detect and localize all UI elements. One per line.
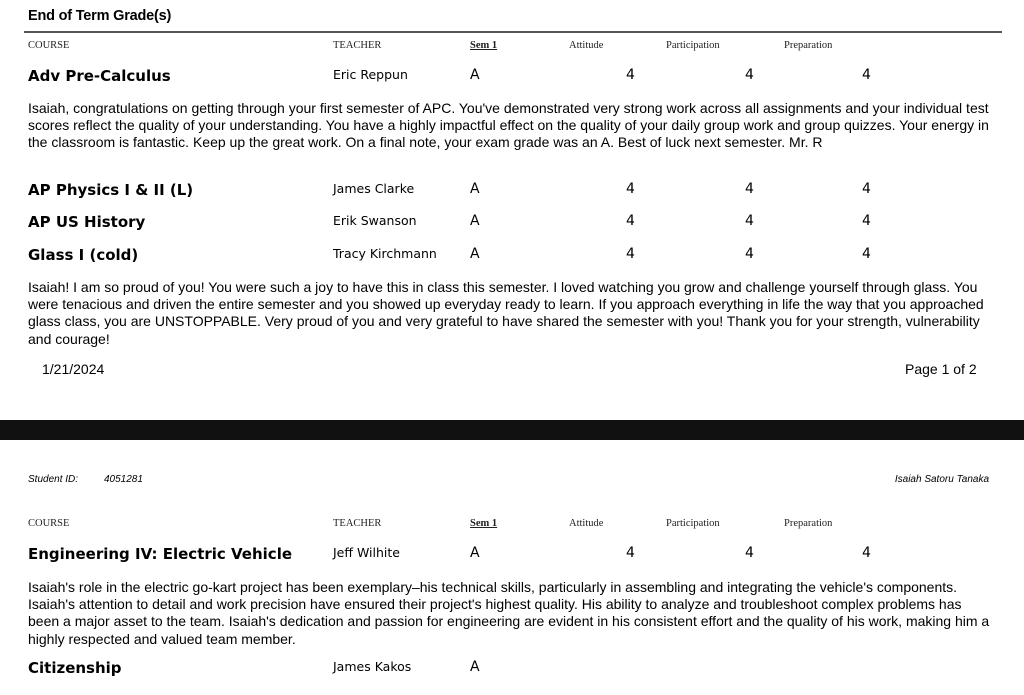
preparation-score: 4: [862, 181, 871, 197]
header-teacher: TEACHER: [333, 40, 382, 51]
preparation-score: 4: [862, 246, 871, 262]
sem1-grade: A: [470, 67, 480, 83]
preparation-score: 4: [862, 545, 871, 561]
header-attitude: Attitude: [569, 40, 604, 51]
teacher-comment: Isaiah! I am so proud of you! You were such a joy to have this in class this semester. I loved watching you grow and challenge yourself through glass. You were tenacious and driven the entire semester and you showed up everyday ready to learn. If you approach everything in life the way that you approached glass class, you are UNSTOPPABLE. Very proud of you and very grateful to have shared the semester with you! Thank you for your strength, vulnerability and courage!: [28, 279, 984, 347]
preparation-score: 4: [862, 67, 871, 83]
teacher-comment: Isaiah, congratulations on getting through your first semester of APC. You've demonstrated very strong work across all assignments and your individual test scores reflect the quality of your understanding. You have a highly impactful effect on the quality of your daily group work and group quizzes. Your energy in the classroom is fantastic. Keep up the great work. On a final note, your exam grade was an A. Best of luck next semester. Mr. R: [28, 100, 989, 151]
header-course: COURSE: [28, 518, 70, 529]
teacher-name: Erik Swanson: [333, 213, 417, 228]
student-id-label: Student ID:: [28, 474, 79, 485]
attitude-score: 4: [626, 67, 635, 83]
course-name: AP Physics I & II (L): [28, 181, 194, 199]
sem1-grade: A: [470, 181, 480, 197]
teacher-name: Tracy Kirchmann: [333, 246, 437, 261]
header-sem1: Sem 1: [470, 518, 498, 529]
student-id-value: 4051281: [104, 474, 143, 485]
header-sem1: Sem 1: [470, 40, 498, 51]
footer-date: 1/21/2024: [42, 361, 105, 377]
teacher-name: Eric Reppun: [333, 67, 408, 82]
header-participation: Participation: [666, 518, 720, 529]
section-title: End of Term Grade(s): [28, 8, 172, 24]
participation-score: 4: [745, 246, 754, 262]
preparation-score: 4: [862, 213, 871, 229]
course-name: Citizenship: [28, 659, 122, 677]
footer-page-number: Page 1 of 2: [905, 361, 977, 377]
participation-score: 4: [745, 181, 754, 197]
teacher-name: Jeff Wilhite: [333, 545, 400, 560]
course-name: Adv Pre-Calculus: [28, 67, 171, 85]
sem1-grade: A: [470, 246, 480, 262]
sem1-grade: A: [470, 213, 480, 229]
student-name: Isaiah Satoru Tanaka: [894, 474, 989, 485]
course-name: AP US History: [28, 213, 146, 231]
page-break-band: [0, 420, 1024, 440]
header-preparation: Preparation: [784, 40, 833, 51]
participation-score: 4: [745, 67, 754, 83]
participation-score: 4: [745, 545, 754, 561]
attitude-score: 4: [626, 246, 635, 262]
teacher-comment: Isaiah's role in the electric go-kart project has been exemplary–his technical skills, particularly in assembling and integrating the vehicle's components. Isaiah's attention to detail and work precision have ensured their project's highest quality. His ability to analyze and troubleshoot complex problems has been a major asset to the team. Isaiah's dedication and passion for engineering are evident in his consistent effort and the quality of his work, making him a highly respected and valued team member.: [28, 579, 990, 647]
attitude-score: 4: [626, 213, 635, 229]
sem1-grade: A: [470, 659, 480, 675]
header-attitude: Attitude: [569, 518, 604, 529]
participation-score: 4: [745, 213, 754, 229]
header-teacher: TEACHER: [333, 518, 382, 529]
header-course: COURSE: [28, 40, 70, 51]
course-name: Glass I (cold): [28, 246, 139, 264]
header-rule: [24, 31, 1002, 33]
attitude-score: 4: [626, 545, 635, 561]
attitude-score: 4: [626, 181, 635, 197]
teacher-name: James Kakos: [333, 659, 412, 674]
sem1-grade: A: [470, 545, 480, 561]
course-name: Engineering IV: Electric Vehicle: [28, 545, 293, 563]
header-participation: Participation: [666, 40, 720, 51]
teacher-name: James Clarke: [333, 181, 415, 196]
header-preparation: Preparation: [784, 518, 833, 529]
